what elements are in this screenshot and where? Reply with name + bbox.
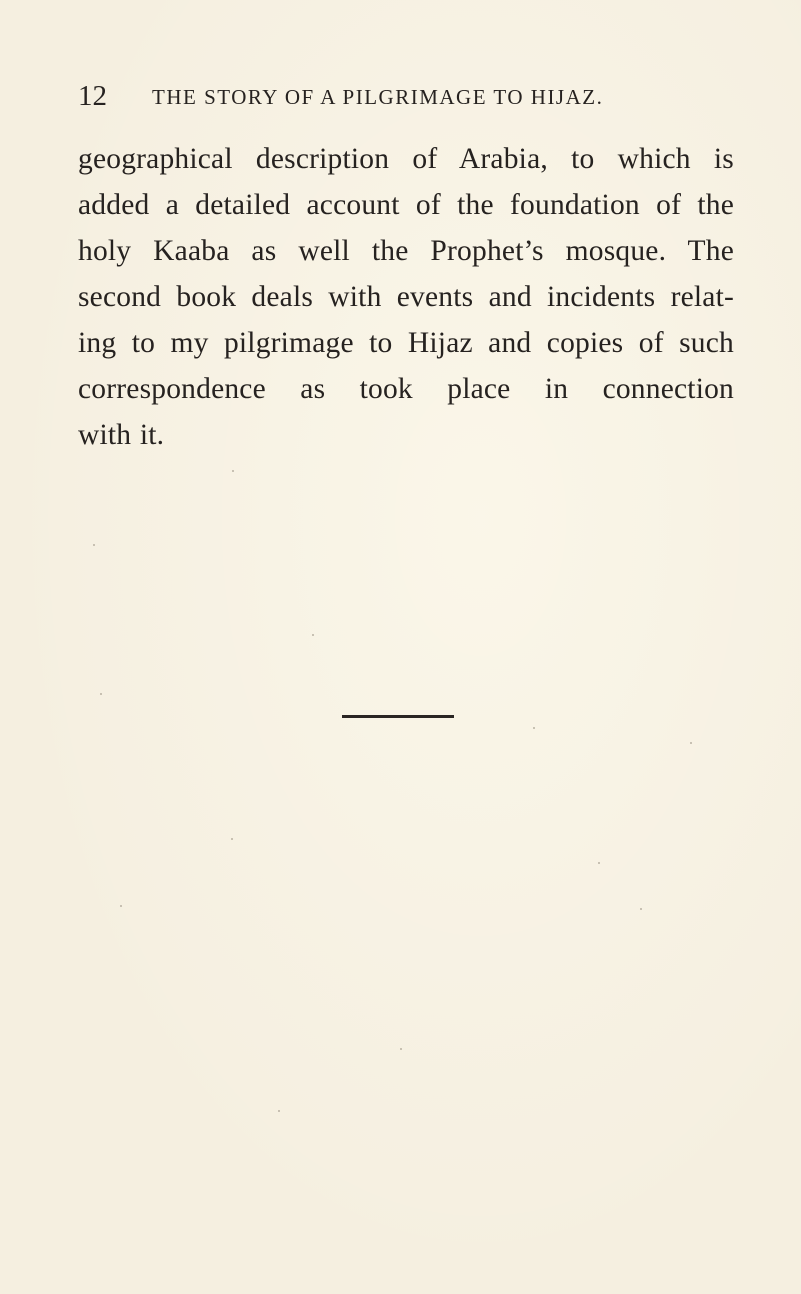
body-paragraph (78, 136, 734, 458)
page-header (78, 76, 678, 116)
page-number: 12 (78, 80, 107, 112)
text-line: added a detailed account of the foundation of the (78, 189, 734, 221)
paper-speck (400, 1048, 402, 1050)
text-line: second book deals with events and incidents relat- (78, 281, 734, 313)
text-line: correspondence as took place in connection (78, 373, 734, 405)
paper-speck (100, 693, 102, 695)
text-line: with it. (78, 419, 165, 451)
paper-speck (120, 905, 122, 907)
text-line: holy Kaaba as well the Prophet’s mosque. The (78, 235, 734, 267)
paper-speck (533, 727, 535, 729)
text-line: geographical description of Arabia, to which is (78, 143, 734, 175)
paper-speck (278, 1110, 280, 1112)
paper-speck (598, 862, 600, 864)
paper-speck (640, 908, 642, 910)
running-head: THE STORY OF A PILGRIMAGE TO HIJAZ. (152, 85, 604, 109)
paper-speck (232, 470, 234, 472)
paper-speck (231, 838, 233, 840)
paper-speck (690, 742, 692, 744)
section-end-rule (342, 715, 454, 718)
paper-speck (312, 634, 314, 636)
paper-speck (93, 544, 95, 546)
text-line: ing to my pilgrimage to Hijaz and copies of such (78, 327, 734, 359)
